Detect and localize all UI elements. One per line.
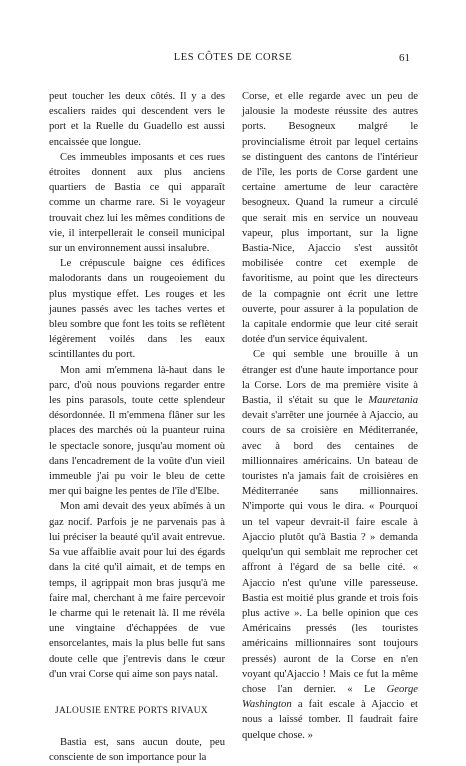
text-run: devait s'arrêter une journée à Ajaccio, au cours de sa croisière en Méditerranée, avec à bord des centaines de millionnaires américains. Un bateau de touristes n'a jamais fait de croisières en Méditerranée sans millionnaires. N'importe qui vous le dira. « Pourquoi un tel vapeur devrait-il faire escale à Ajaccio plutôt qu'à Bastia ? » demanda quelqu'un qui semblait me reprocher cet affront à l'égard de sa belle cité. « Ajaccio n'est qu'une ville paresseuse. Bastia est moitié plus grande et trois fois plus active ». La belle opinion que ces Américains pressés (les touristes américains millionnaires sont toujours pressés) auront de la Corse en n'en voyant qu'Ajaccio ! Mais ce fut la même chose l'an dernier. « Le (242, 410, 418, 695)
paragraph: Mon ami devait des yeux abîmés à un gaz nocif. Parfois je ne parvenais pas à lui préciser la beauté qu'il avait entrevue. Sa vue affaiblie avait pour lui des égards dans la cité qu'il aimait, et de temps en temps, il agrippait mon bras jusqu'à me faire mal, cherchant à me faire percevoir le charme qui le retenait là. Il me révéla une vingtaine d'échappées de vue ensorcelantes, mais la plus belle fut sans doute celle que j'entrevis dans le cœur d'un vrai Corse qui aime son pays natal. (49, 501, 225, 680)
paragraph: peut toucher les deux côtés. Il y a des escaliers raides qui descendent vers le port et la Ruelle du Guadello est aussi encaissée que longue. (49, 91, 225, 148)
ship-name-mauretania: Mauretania (368, 395, 418, 407)
running-title: LES CÔTES DE CORSE (173, 52, 293, 63)
right-column (242, 89, 418, 743)
section-heading: JALOUSIE ENTRE PORTS RIVAUX (55, 705, 208, 716)
page-number: 61 (399, 52, 410, 64)
running-header (0, 52, 466, 66)
left-column (49, 89, 225, 766)
text-run: a fait escale à Ajaccio et nous a laissé tomber. Il faudrait faire quelque chose. » (242, 699, 418, 741)
paragraph (242, 347, 418, 742)
paragraph: Bastia est, sans aucun doute, peu consciente de son importance pour la (49, 737, 225, 764)
paragraph: Le crépuscule baigne ces édifices malodorants dans un rougeoiement du plus mystique effet. Les rouges et les jaunes passés avec les taches vertes et bleu sombre que font les toits se reflètent légèrement voilés dans les eaux scintillantes du port. (49, 258, 225, 361)
paragraph: Corse, et elle regarde avec un peu de jalousie la modeste réussite des autres ports. Besogneux malgré le provincialisme étroit par lequel certains se distinguent des cantons de l'intérieur de l'île, les ports de Corse gardent une certaine amertume de leur caractère besogneux. Quand la rumeur a circulé que serait mis en service un nouveau vapeur, plus important, sur la ligne Bastia-Nice, Ajaccio s'est aussitôt mobilisée contre cet exemple de favoritisme, au point que les directeurs de la compagnie ont écrit une lettre ouverte, pour assurer à la population de la capitale endormie que leur cité serait dotée d'un service équivalent. (242, 91, 418, 346)
paragraph: Ces immeubles imposants et ces rues étroites donnent aux plus anciens quartiers de Bastia ce qui apparaît comme un charme rare. Si le voyageur trouvait chez lui les mêmes conditions de vie, il interpellerait le conseil municipal sur un environnement aussi insalubre. (49, 151, 225, 255)
paragraph: Mon ami m'emmena là-haut dans le parc, d'où nous pouvions regarder entre les pins parasols, toute cette splendeur désordonnée. Il m'emmena flâner sur les places des marchés où la puanteur ruina le spectacle sonore, jusqu'au moment où dans l'encadrement de la voûte d'un vieil immeuble j'ai pu voir le bleu de cette mer qui baigne les pentes de l'île d'Elbe. (49, 364, 225, 498)
ship-name-george-washington: George Washington (242, 683, 418, 711)
text-run: Ce qui semble une brouille à un étranger est d'une haute importance pour la Corse. Lors de ma première visite à Bastia, il s'était su que le (242, 349, 418, 407)
